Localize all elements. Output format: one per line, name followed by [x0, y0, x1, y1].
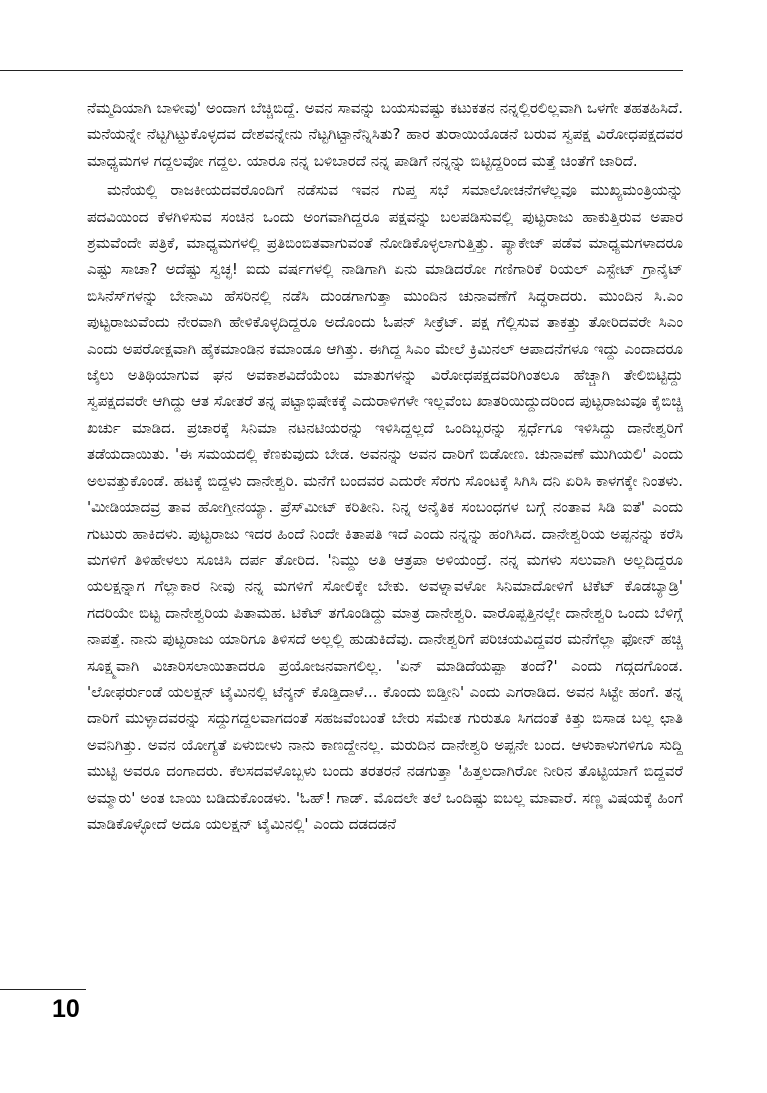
bottom-rule	[0, 989, 86, 990]
paragraph-2: ಮನೆಯಲ್ಲಿ ರಾಜಕೀಯದವರೊಂದಿಗೆ ನಡೆಸುವ ಇವನ ಗುಪ್ತ ಸಭೆ ಸಮಾಲೋಚನೆಗಳೆಲ್ಲವೂ ಮುಖ್ಯಮಂತ್ರಿಯನ್ನು ಪದವಿಯಿಂದ ಕೆಳಗಿಳಿಸುವ ಸಂಚಿನ ಒಂದು ಅಂಗವಾಗಿದ್ದರೂ ಪಕ್ಷವನ್ನು ಬಲಪಡಿಸುವಲ್ಲಿ ಪುಟ್ಟರಾಜು ಹಾಕುತ್ತಿರುವ ಅಪಾರ ಶ್ರಮವೆಂದೇ ಪತ್ರಿಕೆ, ಮಾಧ್ಯಮಗಳಲ್ಲಿ ಪ್ರತಿಬಿಂಬಿತವಾಗುವಂತೆ ನೋಡಿಕೊಳ್ಳಲಾಗುತ್ತಿತ್ತು. ಪ್ಯಾಕೇಜ್ ಪಡೆವ ಮಾಧ್ಯಮಗಳಾದರೂ ಎಷ್ಟು ಸಾಚಾ? ಅದೆಷ್ಟು ಸ್ವಚ್ಛ! ಐದು ವರ್ಷಗಳಲ್ಲಿ ನಾಡಿಗಾಗಿ ಏನು ಮಾಡಿದರೋ ಗಣಿಗಾರಿಕೆ ರಿಯಲ್ ಎಸ್ಟೇಟ್ ಗ್ರಾನೈಟ್ ಬಿಸಿನೆಸ್‌ಗಳನ್ನು ಬೇನಾಮಿ ಹೆಸರಿನಲ್ಲಿ ನಡೆಸಿ ದುಂಡಗಾಗುತ್ತಾ ಮುಂದಿನ ಚುನಾವಣೆಗೆ ಸಿದ್ಧರಾದರು. ಮುಂದಿನ ಸಿ.ಎಂ ಪುಟ್ಟರಾಜುವೆಂದು ನೇರವಾಗಿ ಹೇಳಿಕೊಳ್ಳದಿದ್ದರೂ ಅದೊಂದು ಓಪನ್ ಸೀಕ್ರೆಟ್. ಪಕ್ಷ ಗೆಲ್ಲಿಸುವ ತಾಕತ್ತು ತೋರಿದವರೇ ಸಿಎಂ ಎಂದು ಅಪರೋಕ್ಷವಾಗಿ ಹೈಕಮಾಂಡಿನ ಕಮಾಂಡೂ ಆಗಿತ್ತು. ಈಗಿದ್ದ ಸಿಎಂ ಮೇಲೆ ಕ್ರಿಮಿನಲ್ ಆಪಾದನೆಗಳೂ ಇದ್ದು ಎಂದಾದರೂ ಜೈಲು ಅತಿಥಿಯಾಗುವ ಘನ ಅವಕಾಶವಿದೆಯೆಂಬ ಮಾತುಗಳನ್ನು ವಿರೋಧಪಕ್ಷದವರಿಗಿಂತಲೂ ಹೆಚ್ಚಾಗಿ ತೇಲಿಬಿಟ್ಟಿದ್ದು ಸ್ವಪಕ್ಷದವರೇ ಆಗಿದ್ದು ಆತ ಸೋತರೆ ತನ್ನ ಪಟ್ಟಾಭಿಷೇಕಕ್ಕೆ ಎದುರಾಳಿಗಳೇ ಇಲ್ಲವೆಂಬ ಖಾತರಿಯಿದ್ದುದರಿಂದ ಪುಟ್ಟರಾಜುವೂ ಕೈಬಿಚ್ಚಿ ಖರ್ಚು ಮಾಡಿದ. ಪ್ರಚಾರಕ್ಕೆ ಸಿನಿಮಾ ನಟನಟಿಯರನ್ನು ಇಳಿಸಿದ್ದಲ್ಲದೆ ಒಂದಿಬ್ಬರನ್ನು ಸ್ಪರ್ಧೆಗೂ ಇಳಿಸಿದ್ದು ದಾನೇಶ್ವರಿಗೆ ತಡೆಯದಾಯಿತು. 'ಈ ಸಮಯದಲ್ಲಿ ಕೆಣಕುವುದು ಬೇಡ. ಅವನನ್ನು ಅವನ ದಾರಿಗೆ ಬಿಡೋಣ. ಚುನಾವಣೆ ಮುಗಿಯಲಿ' ಎಂದು ಅಲವತ್ತುಕೊಂಡೆ. ಹಟಕ್ಕೆ ಬಿದ್ದಳು ದಾನೇಶ್ವರಿ. ಮನೆಗೆ ಬಂದವರ ಎದುರೇ ಸೆರಗು ಸೊಂಟಕ್ಕೆ ಸಿಗಿಸಿ ದನಿ ಏರಿಸಿ ಕಾಳಗಕ್ಕೇ ನಿಂತಳು. 'ಮೀಡಿಯಾದವ್ರ ತಾವ ಹೋಗ್ತೀನಯ್ಯಾ. ಪ್ರೆಸ್‌ಮೀಟ್ ಕರಿತೀನಿ. ನಿನ್ನ ಅನೈತಿಕ ಸಂಬಂಧಗಳ ಬಗ್ಗೆ ನಂತಾವ ಸಿಡಿ ಐತೆ' ಎಂದು ಗುಟುರು ಹಾಕಿದಳು. ಪುಟ್ಟರಾಜು ಇದರ ಹಿಂದೆ ನಿಂದೇ ಕಿತಾಪತಿ ಇದೆ ಎಂದು ನನ್ನನ್ನು ಹಂಗಿಸಿದ. ದಾನೇಶ್ವರಿಯ ಅಪ್ಪನನ್ನು ಕರೆಸಿ ಮಗಳಿಗೆ ತಿಳಿಹೇಳಲು ಸೂಚಿಸಿ ದರ್ಪ ತೋರಿದ. 'ನಿಮ್ದು ಅತಿ ಆತ್ರಪಾ ಅಳಿಯಂದ್ರೆ. ನನ್ನ ಮಗಳು ಸಲುವಾಗಿ ಅಲ್ಲದಿದ್ದರೂ ಯಲಕ್ಷನ್ನಾಗ ಗೆಲ್ಲಾಕಾರ ನೀವು ನನ್ನ ಮಗಳಿಗೆ ಸೋಲಿಕ್ಕೇ ಬೇಕು. ಅವಳ್ನಾವಳೋ ಸಿನಿಮಾದೋಳಿಗೆ ಟಿಕೆಟ್ ಕೊಡಬ್ಯಾಡ್ರಿ' ಗದರಿಯೇ ಬಿಟ್ಟ ದಾನೇಶ್ವರಿಯ ಪಿತಾಮಹ. ಟಿಕೆಟ್ ತಗೊಂಡಿದ್ದು ಮಾತ್ರ ದಾನೇಶ್ವರಿ. ವಾರೊಪ್ಪತ್ತಿನಲ್ಲೇ ದಾನೇಶ್ವರಿ ಒಂದು ಬೆಳಿಗ್ಗೆ ನಾಪತ್ತೆ. ನಾನು ಪುಟ್ಟರಾಜು ಯಾರಿಗೂ ತಿಳಿಸದೆ ಅಲ್ಲಲ್ಲಿ ಹುಡುಕಿದೆವು. ದಾನೇಶ್ವರಿಗೆ ಪರಿಚಯವಿದ್ದವರ ಮನೆಗೆಲ್ಲಾ ಫೋನ್ ಹಚ್ಚಿ ಸೂಕ್ಷ್ಮವಾಗಿ ವಿಚಾರಿಸಲಾಯಿತಾದರೂ ಪ್ರಯೋಜನವಾಗಲಿಲ್ಲ. 'ಏನ್ ಮಾಡಿದೆಯಪ್ಪಾ ತಂದೆ?' ಎಂದು ಗದ್ಗದಗೊಂಡ. 'ಲೋಫರ್ರುಂಡೆ ಯಲಕ್ಷನ್ ಟೈಮಿನಲ್ಲಿ ಟೆನ್ಶನ್ ಕೊಡ್ತಿದಾಳೆ... ಕೊಂದು ಬಿಡ್ತೀನಿ' ಎಂದು ಎಗರಾಡಿದ. ಅವನ ಸಿಟ್ಟೇ ಹಂಗೆ. ತನ್ನ ದಾರಿಗೆ ಮುಳ್ಳಾದವರನ್ನು ಸದ್ದುಗದ್ದಲವಾಗದಂತೆ ಸಹಜವೆಂಬಂತೆ ಬೇರು ಸಮೇತ ಗುರುತೂ ಸಿಗದಂತೆ ಕಿತ್ತು ಬಿಸಾಡ ಬಲ್ಲ ಛಾತಿ ಅವನಿಗಿತ್ತು. ಅವನ ಯೋಗ್ಯತೆ ಏಳುಬೀಳು ನಾನು ಕಾಣದ್ದೇನಲ್ಲ. ಮರುದಿನ ದಾನೇಶ್ವರಿ ಅಪ್ಪನೇ ಬಂದ. ಆಳುಕಾಳುಗಳಿಗೂ ಸುದ್ದಿ ಮುಟ್ಟಿ ಅವರೂ ದಂಗಾದರು. ಕೆಲಸದವಳೊಬ್ಬಳು ಬಂದು ತರತರನೆ ನಡಗುತ್ತಾ 'ಹಿತ್ತಲದಾಗಿರೋ ನೀರಿನ ತೊಟ್ಟಿಯಾಗೆ ಬಿದ್ದವರೆ ಅಮ್ಮಾರು' ಅಂತ ಬಾಯಿ ಬಡಿದುಕೊಂಡಳು. 'ಓಹ್! ಗಾಡ್. ಮೊದಲೇ ತಲೆ ಒಂದಿಷ್ಟು ಐಬಲ್ಲ ಮಾವಾರೆ. ಸಣ್ಣ ವಿಷಯಕ್ಕೆ ಹಿಂಗೆ ಮಾಡಿಕೊಳ್ಳೋದೆ ಅದೂ ಯಲಕ್ಷನ್ ಟೈಮಿನಲ್ಲಿ' ಎಂದು ದಡದಡನೆ	[87, 181, 683, 833]
page-number: 10	[52, 995, 80, 1023]
body-text	[87, 95, 683, 837]
paragraph-1: ನೆಮ್ಮದಿಯಾಗಿ ಬಾಳೀವು' ಅಂದಾಗ ಬೆಚ್ಚಿಬಿದ್ದೆ. ಅವನ ಸಾವನ್ನು ಬಯಸುವಷ್ಟು ಕಟುಕತನ ನನ್ನಲ್ಲಿರಲಿಲ್ಲವಾಗಿ ಒಳಗೇ ತಹತಹಿಸಿದೆ. ಮನೆಯನ್ನೇ ನೆಟ್ಟಗಿಟ್ಟುಕೊಳ್ಳದವ ದೇಶವನ್ನೇನು ನೆಟ್ಟಗಿಟ್ಟಾನೆನ್ನಿಸಿತು? ಹಾರ ತುರಾಯಿಯೊಡನೆ ಬರುವ ಸ್ವಪಕ್ಷ ವಿರೋಧಪಕ್ಷದವರ ಮಾಧ್ಯಮಗಳ ಗದ್ದಲವೋ ಗದ್ದಲ. ಯಾರೂ ನನ್ನ ಬಳಿಬಾರದೆ ನನ್ನ ಪಾಡಿಗೆ ನನ್ನನ್ನು ಬಿಟ್ಟಿದ್ದರಿಂದ ಮತ್ತೆ ಚಿಂತೆಗೆ ಜಾರಿದೆ.	[87, 99, 683, 170]
top-rule	[0, 70, 683, 71]
